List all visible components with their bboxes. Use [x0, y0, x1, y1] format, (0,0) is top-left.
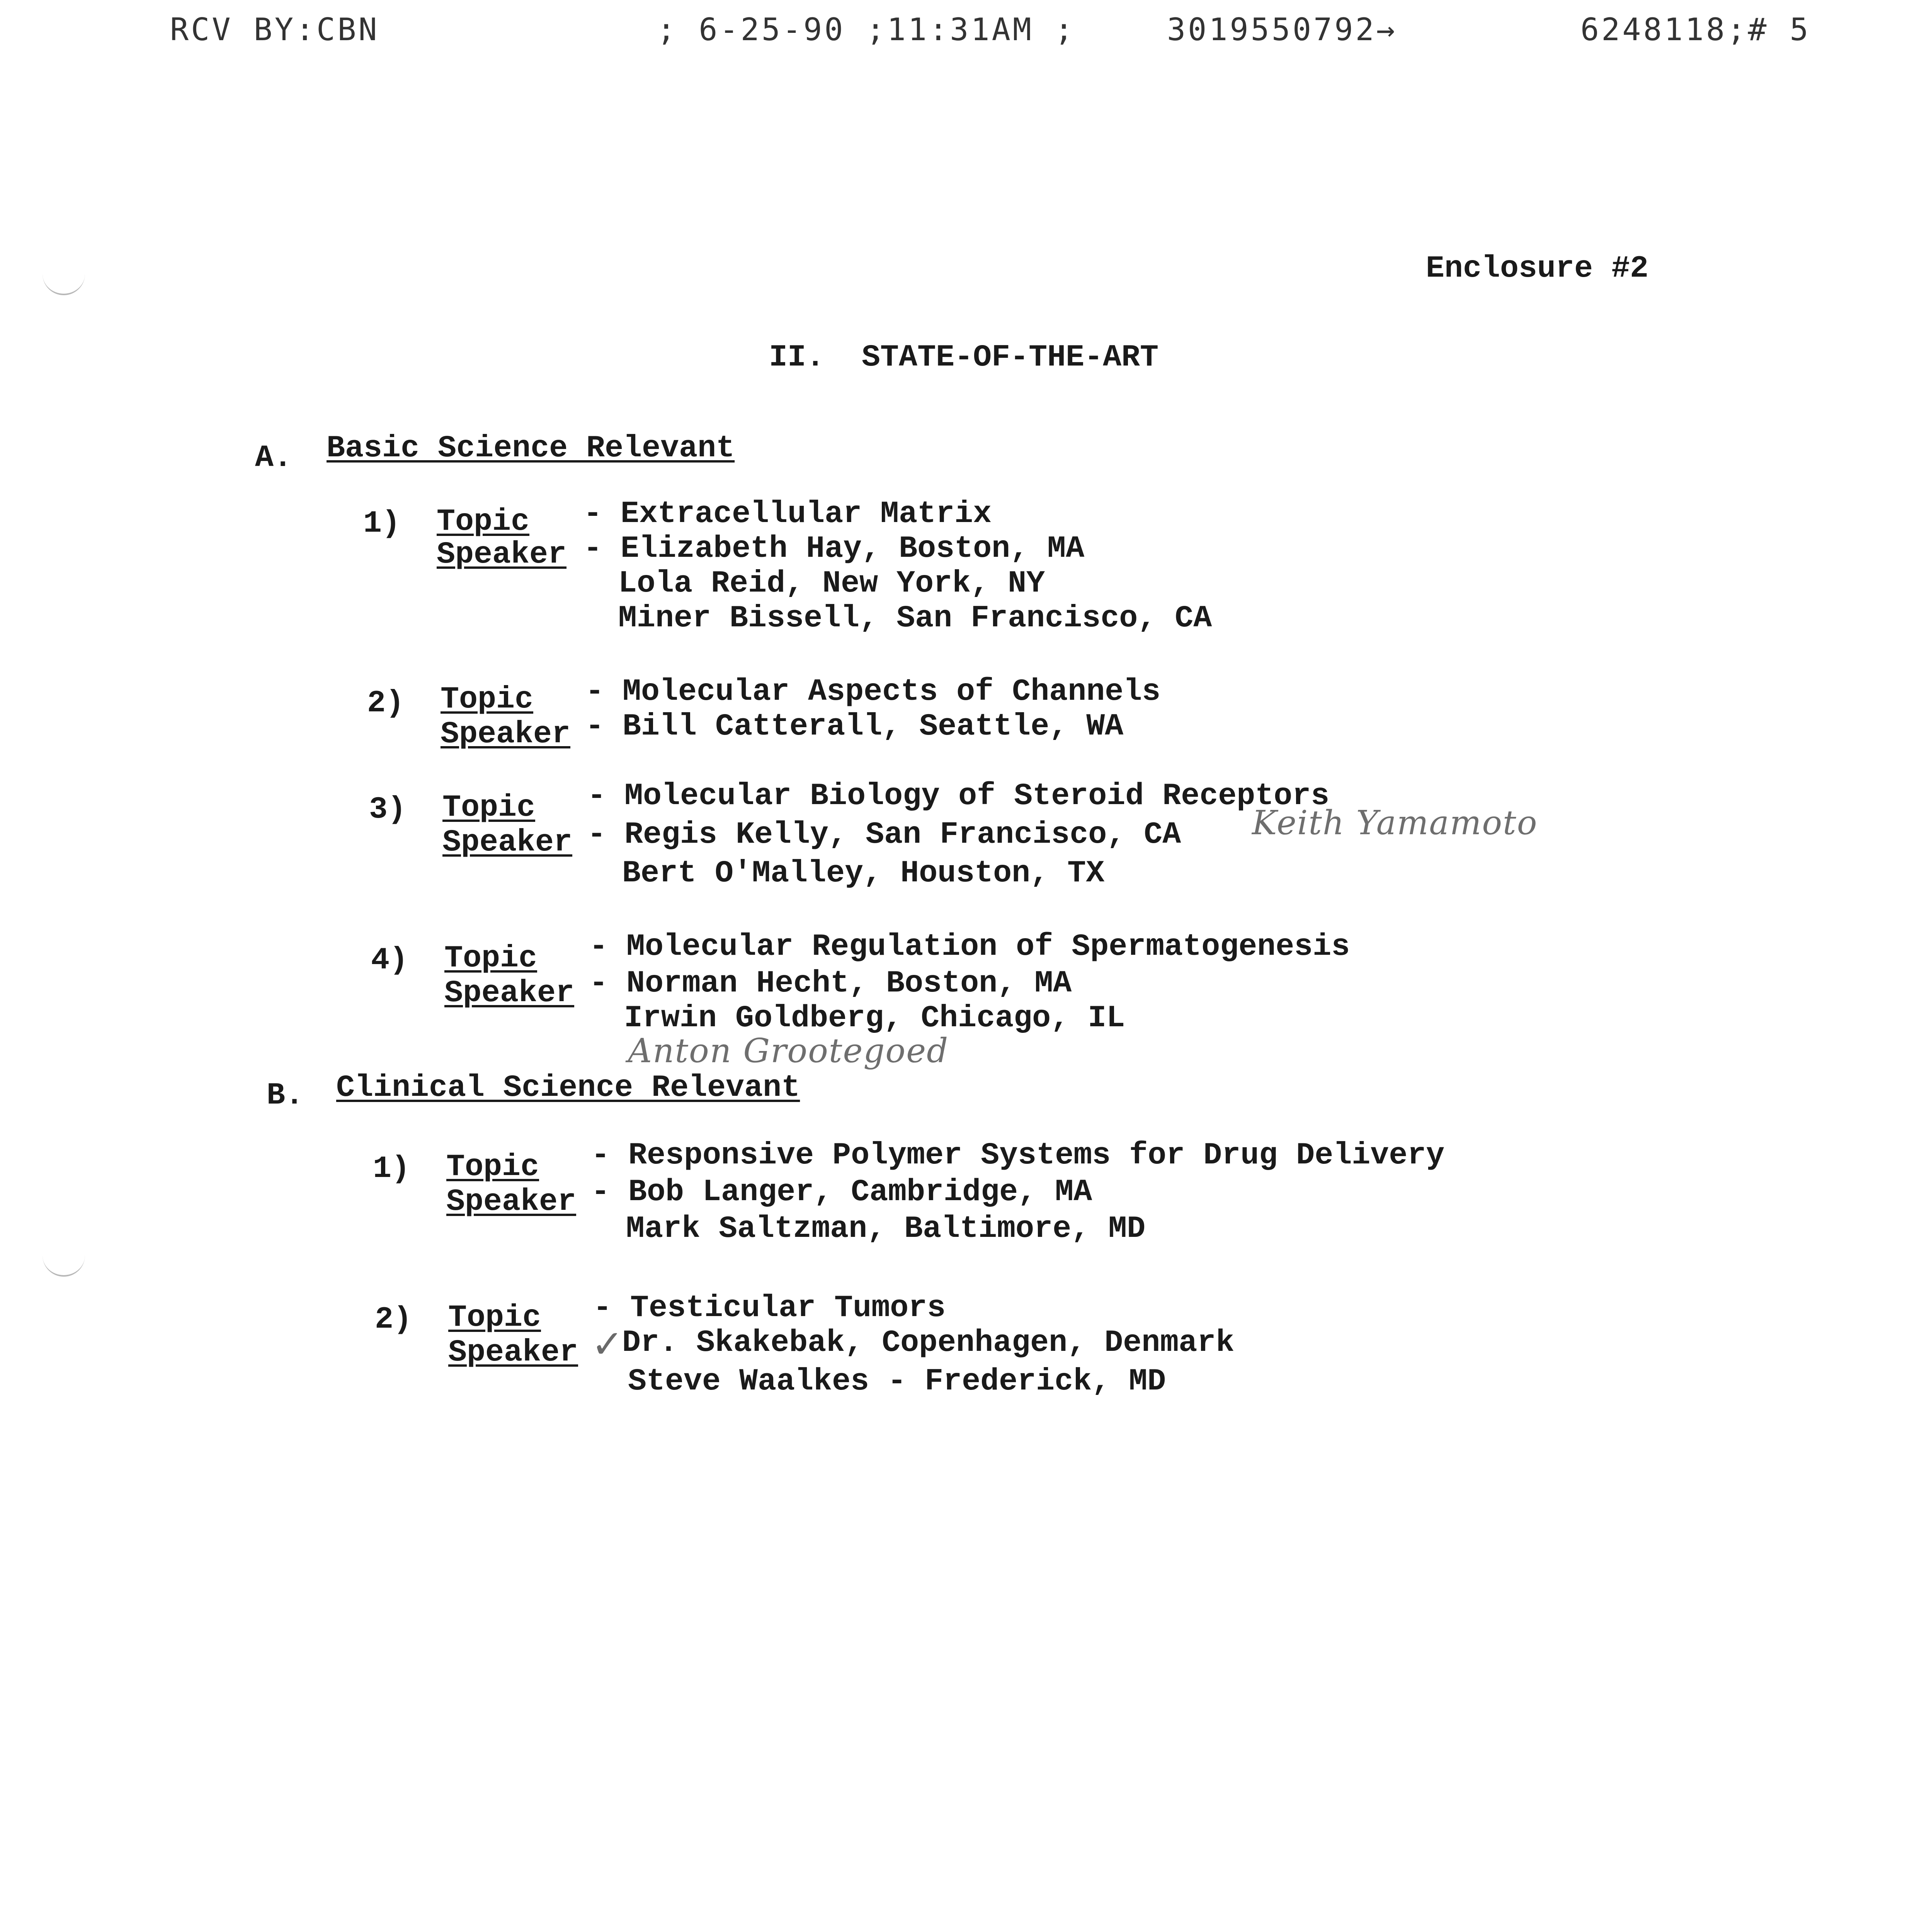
topic-text: - Molecular Biology of Steroid Receptors [587, 779, 1330, 814]
enclosure-label: Enclosure #2 [1426, 251, 1649, 286]
speaker-line: Steve Waalkes - Frederick, MD [628, 1364, 1166, 1399]
handwritten-note: Keith Yamamoto [1252, 804, 1538, 842]
topic-text: - Molecular Aspects of Channels [585, 674, 1161, 709]
item-number: 2) [367, 686, 405, 721]
section-a-heading: Basic Science Relevant [327, 431, 735, 466]
section-a-letter: A. [255, 440, 293, 476]
topic-label: Topic [441, 682, 534, 717]
speaker-line: Irwin Goldberg, Chicago, IL [624, 1001, 1125, 1036]
speaker-label: Speaker [437, 537, 567, 572]
item-number: 2) [375, 1302, 412, 1337]
speaker-label: Speaker [446, 1184, 577, 1219]
punch-hole-mark [43, 1244, 85, 1277]
speaker-line: - Regis Kelly, San Francisco, CA [587, 817, 1181, 852]
speaker-label: Speaker [441, 717, 571, 752]
handwritten-note: Anton Grootegoed [628, 1032, 949, 1070]
speaker-label: Speaker [442, 825, 573, 860]
fax-header-from: RCV BY:CBN [170, 12, 379, 48]
section-b-letter: B. [267, 1078, 304, 1113]
topic-text: - Testicular Tumors [593, 1291, 946, 1326]
item-number: 1) [363, 506, 401, 541]
speaker-line: - Bob Langer, Cambridge, MA [591, 1175, 1092, 1210]
section-title: II. STATE-OF-THE-ART [769, 340, 1159, 375]
topic-text: - Extracellular Matrix [583, 497, 992, 532]
speaker-line: - Elizabeth Hay, Boston, MA [583, 531, 1085, 566]
speaker-label: Speaker [444, 976, 575, 1011]
speaker-line: Lola Reid, New York, NY [618, 566, 1045, 601]
topic-label: Topic [448, 1300, 541, 1335]
speaker-line: Mark Saltzman, Baltimore, MD [626, 1211, 1146, 1247]
topic-label: Topic [437, 504, 530, 539]
item-number: 4) [371, 943, 408, 978]
punch-hole-mark [43, 263, 85, 295]
item-number: 3) [369, 792, 407, 827]
topic-label: Topic [442, 790, 536, 825]
topic-label: Topic [444, 941, 538, 976]
check-mark-icon: ✓ [591, 1321, 624, 1367]
speaker-line: Dr. Skakebak, Copenhagen, Denmark [622, 1325, 1235, 1361]
speaker-label: Speaker [448, 1335, 578, 1370]
fax-header-phone: 3019550792→ [1167, 12, 1397, 48]
topic-text: - Molecular Regulation of Spermatogenesis [589, 929, 1350, 964]
speaker-line: Bert O'Malley, Houston, TX [622, 856, 1105, 891]
topic-text: - Responsive Polymer Systems for Drug Delivery [591, 1138, 1445, 1173]
speaker-line: - Norman Hecht, Boston, MA [589, 966, 1072, 1001]
topic-label: Topic [446, 1150, 539, 1185]
speaker-line: - Bill Catterall, Seattle, WA [585, 709, 1124, 744]
section-b-heading: Clinical Science Relevant [336, 1070, 800, 1105]
fax-header-page: 6248118;# 5 [1580, 12, 1811, 48]
speaker-line: Miner Bissell, San Francisco, CA [618, 601, 1212, 636]
item-number: 1) [373, 1151, 410, 1187]
fax-header-datetime: ; 6-25-90 ;11:31AM ; [657, 12, 1076, 48]
